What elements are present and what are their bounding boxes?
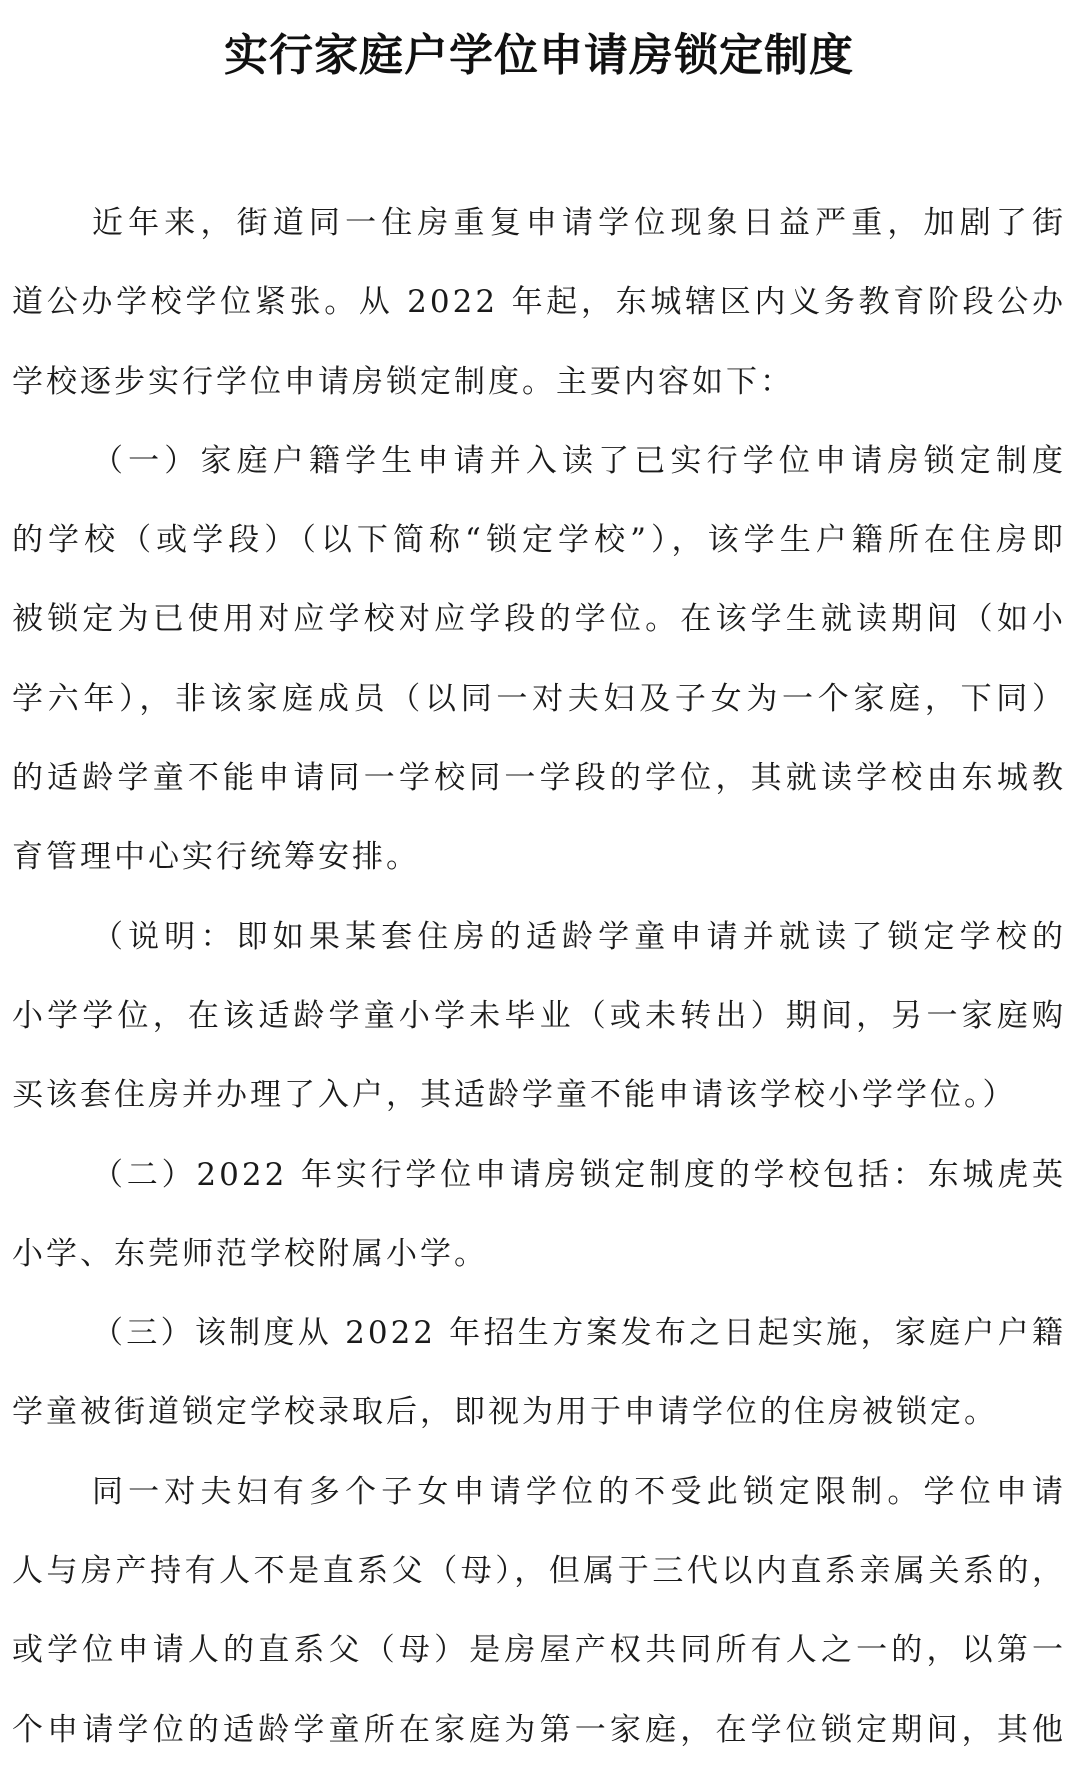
paragraph-note <box>12 898 1066 1136</box>
paragraph-intro <box>12 184 1066 422</box>
text-line: 被锁定为已使用对应学校对应学段的学位。在该学生就读期间（如小 <box>12 601 1066 638</box>
text-line: 道公办学校学位紧张。从 2022 年起，东城辖区内义务教育阶段公办 <box>12 284 1066 321</box>
document-title: 实行家庭户学位申请房锁定制度 <box>224 30 854 81</box>
text-line: （二）2022 年实行学位申请房锁定制度的学校包括：东城虎英 <box>92 1156 1066 1193</box>
text-line: 小学、东莞师范学校附属小学。 <box>12 1235 488 1272</box>
text-line: （说明：即如果某套住房的适龄学童申请并就读了锁定学校的 <box>92 918 1066 955</box>
document-body <box>12 184 1066 1770</box>
text-line: 育管理中心实行统筹安排。 <box>12 839 420 876</box>
text-line: 或学位申请人的直系父（母）是房屋产权共同所有人之一的，以第一 <box>12 1632 1066 1669</box>
paragraph-exception <box>12 1453 1066 1770</box>
paragraph-item-3 <box>12 1294 1066 1453</box>
text-line: 的学校（或学段）（以下简称“锁定学校”），该学生户籍所在住房即 <box>12 522 1066 559</box>
text-line: 的适龄学童不能申请同一学校同一学段的学位，其就读学校由东城教 <box>12 760 1066 797</box>
text-line: （一）家庭户籍学生申请并入读了已实行学位申请房锁定制度 <box>92 442 1066 479</box>
text-line: 学六年），非该家庭成员（以同一对夫妇及子女为一个家庭，下同） <box>12 680 1066 717</box>
text-line: 人与房产持有人不是直系父（母），但属于三代以内直系亲属关系的， <box>12 1553 1066 1590</box>
text-line: 近年来，街道同一住房重复申请学位现象日益严重，加剧了街 <box>92 205 1066 241</box>
paragraph-item-1 <box>12 422 1066 898</box>
text-line: 学校逐步实行学位申请房锁定制度。主要内容如下： <box>12 363 794 400</box>
text-line: 买该套住房并办理了入户，其适龄学童不能申请该学校小学学位。） <box>12 1077 1017 1114</box>
text-line: 学童被街道锁定学校录取后，即视为用于申请学位的住房被锁定。 <box>12 1394 998 1431</box>
text-line: 个申请学位的适龄学童所在家庭为第一家庭，在学位锁定期间，其他 <box>12 1711 1066 1748</box>
text-line: 同一对夫妇有多个子女申请学位的不受此锁定限制。学位申请 <box>92 1473 1066 1510</box>
paragraph-item-2 <box>12 1136 1066 1295</box>
text-line: （三）该制度从 2022 年招生方案发布之日起实施，家庭户户籍 <box>92 1315 1066 1352</box>
text-line: 小学学位，在该适龄学童小学未毕业（或未转出）期间，另一家庭购 <box>12 997 1066 1034</box>
